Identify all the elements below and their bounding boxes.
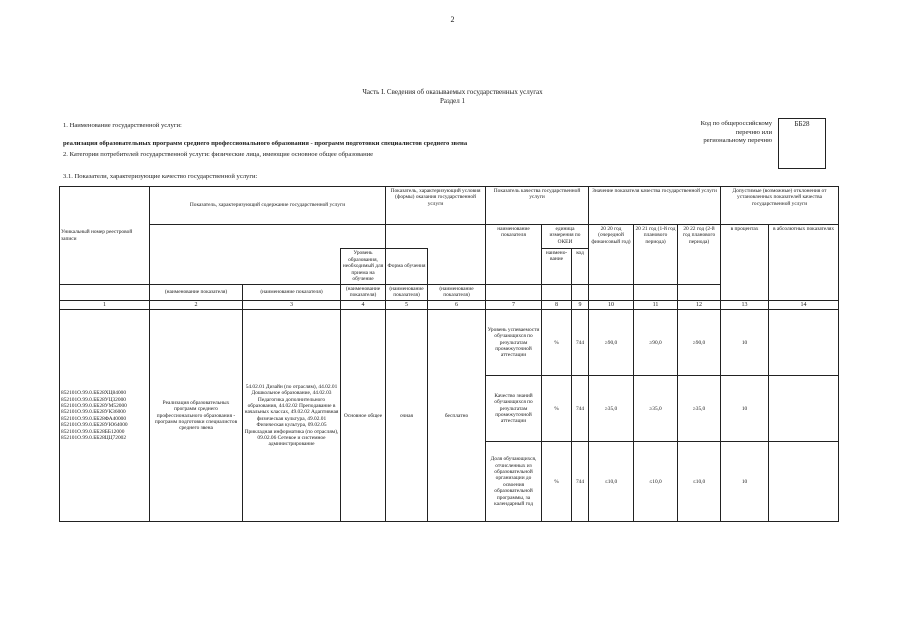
program-name: Реализация образовательных программ среднего профессионального образования - программ подготовки специалистов среднего звена <box>150 310 243 522</box>
table-row <box>60 310 839 376</box>
indicator-code: 744 <box>572 376 589 442</box>
header-name-ind-1: (наименование показателя) <box>150 285 243 301</box>
header-unit-code-tail <box>572 285 589 301</box>
colnum: 14 <box>769 300 839 309</box>
part-title: Часть I. Сведения об оказываемых государственных услугах <box>362 88 543 96</box>
colnum: 10 <box>589 300 634 309</box>
indicator-year2: ≥90,0 <box>634 310 678 376</box>
header-content-spacer <box>150 225 386 249</box>
header-deviation: Допустимые (возможные) отклонения от установленных показателей качества государственной услуги <box>721 187 839 225</box>
header-blank-1 <box>150 249 341 285</box>
indicator-name: Качество знаний обучающихся по результатам промежуточной аттестации <box>486 376 542 442</box>
indicator-percent: 10 <box>721 442 769 522</box>
colnum: 9 <box>572 300 589 309</box>
indicator-name: Доля обучающихся, отчисленных из образовательной организации до освоения образовательной программы, за календарный год <box>486 442 542 522</box>
indicator-percent: 10 <box>721 376 769 442</box>
colnum: 1 <box>60 300 150 309</box>
header-absolute: в абсолютных показателях <box>769 225 839 301</box>
indicator-year3: ≥90,0 <box>678 310 721 376</box>
colnum: 5 <box>386 300 428 309</box>
indicator-unit: % <box>542 442 572 522</box>
specialties: 54.02.01 Дизайн (по отраслям), 44.02.01 Дошкольное образование, 44.02.03 Педагогика дополнительного образования, 44.02.02 Преподавание в начальных классах, 49.02.02 Адаптивная физическая культура, 49.02.01 Физическая культура, 09.02.05 Прикладная информатика (по отраслям), 09.02.06 Сетевое и системное администрирование <box>243 310 341 522</box>
code-label <box>640 120 772 146</box>
header-quality: Показатель качества государственной услуги <box>486 187 589 225</box>
colnum: 8 <box>542 300 572 309</box>
indicator-absolute <box>769 376 839 442</box>
quality-indicators-heading: 3.1. Показатели, характеризующие качество государственной услуги: <box>63 173 258 180</box>
study-form: очная <box>386 310 428 522</box>
indicator-percent: 10 <box>721 310 769 376</box>
header-year1-tail <box>589 285 634 301</box>
header-level: Уровень образования, необходимый для приема на обучение <box>341 249 386 285</box>
header-unit-name-tail <box>542 285 572 301</box>
fee: бесплатно <box>428 310 486 522</box>
indicator-year1: ≥90,0 <box>589 310 634 376</box>
indicator-code: 744 <box>572 442 589 522</box>
indicator-year1: ≥35,0 <box>589 376 634 442</box>
header-conditions: Показатель, характеризующий условия (формы) оказания государственной услуги <box>386 187 486 225</box>
header-content: Показатель, характеризующий содержание государственной услуги <box>150 187 386 225</box>
item1-label: 1. Наименование государственной услуги: <box>63 122 182 129</box>
indicator-year2: ≥35,0 <box>634 376 678 442</box>
header-blank-2 <box>428 249 486 285</box>
indicator-year3: ≤10,0 <box>678 442 721 522</box>
code-label-line3: региональному перечню <box>703 137 772 144</box>
indicator-unit: % <box>542 310 572 376</box>
registry-codes: 852101О.99.0.ББ28ХЦ84000 852101О.99.0.ББ28УЦ32000 852101О.99.0.ББ28УМ52000 852101О.99.0.ББ28УК36000 852101О.99.0.ББ28ФА40000 852101О.99.0.ББ28УЮ64000 852101О.99.0.ББ28ББ12000 852101О.99.0.ББ28ЦЦ72002 <box>60 310 150 522</box>
colnum: 7 <box>486 300 542 309</box>
header-year3: 20 22 год (2-й год планового периода) <box>678 225 721 285</box>
education-level: Основное общее <box>341 310 386 522</box>
indicator-absolute <box>769 310 839 376</box>
indicator-year1: ≤10,0 <box>589 442 634 522</box>
header-year2-tail <box>634 285 678 301</box>
indicator-unit: % <box>542 376 572 442</box>
colnum: 12 <box>678 300 721 309</box>
indicator-year3: ≥35,0 <box>678 376 721 442</box>
header-registry-tail <box>60 285 150 301</box>
header-unit-name: наимено-вание <box>542 249 572 285</box>
quality-table <box>59 186 839 522</box>
header-name-ind-4: (наименование показателя) <box>386 285 428 301</box>
header-percent: в процентах <box>721 225 769 301</box>
page-number: 2 <box>450 15 455 24</box>
header-year3-tail <box>678 285 721 301</box>
header-name-ind-3: (наименование показателя) <box>341 285 386 301</box>
service-name: реализация образовательных программ среднего профессионального образования - программ подготовки специалистов среднего звена <box>63 140 468 147</box>
service-code-box <box>778 118 826 169</box>
part-heading <box>0 88 905 106</box>
colnum: 2 <box>150 300 243 309</box>
colnum: 11 <box>634 300 678 309</box>
service-code: ББ28 <box>794 120 810 128</box>
header-values: Значение показателя качества государственной услуги <box>589 187 721 225</box>
colnum: 4 <box>341 300 386 309</box>
quality-table-wrap <box>59 186 839 522</box>
header-name-ind-5: (наименование показателя) <box>428 285 486 301</box>
consumer-category: 2. Категории потребителей государственной услуги: физические лица, имеющие основное общее образование <box>63 151 374 158</box>
indicator-year2: ≤10,0 <box>634 442 678 522</box>
header-unit: единица измерения по ОКЕИ <box>542 225 589 249</box>
header-registry: Уникальный номер реестровой записи <box>60 187 150 285</box>
code-label-line1: Код по общероссийскому <box>700 120 772 127</box>
colnum: 13 <box>721 300 769 309</box>
header-form: Форма обучения <box>386 249 428 285</box>
indicator-name: Уровень успеваемости обучающихся по результатам промежуточной аттестации <box>486 310 542 376</box>
colnum: 3 <box>243 300 341 309</box>
header-indicator-name: наименование показателя <box>486 225 542 285</box>
indicator-code: 744 <box>572 310 589 376</box>
header-unit-code: код <box>572 249 589 285</box>
code-label-line2: перечню или <box>735 128 772 136</box>
header-year1: 20 20 год (очередной финансовый год) <box>589 225 634 285</box>
header-ind-tail <box>486 285 542 301</box>
header-spec: (наименование показателя) <box>243 285 341 301</box>
colnum: 6 <box>428 300 486 309</box>
header-year2: 20 21 год (1-й год планового периода) <box>634 225 678 285</box>
column-numbers-row <box>60 300 839 309</box>
section-title: Раздел 1 <box>439 97 466 105</box>
header-conditions-spacer <box>386 225 486 249</box>
indicator-absolute <box>769 442 839 522</box>
